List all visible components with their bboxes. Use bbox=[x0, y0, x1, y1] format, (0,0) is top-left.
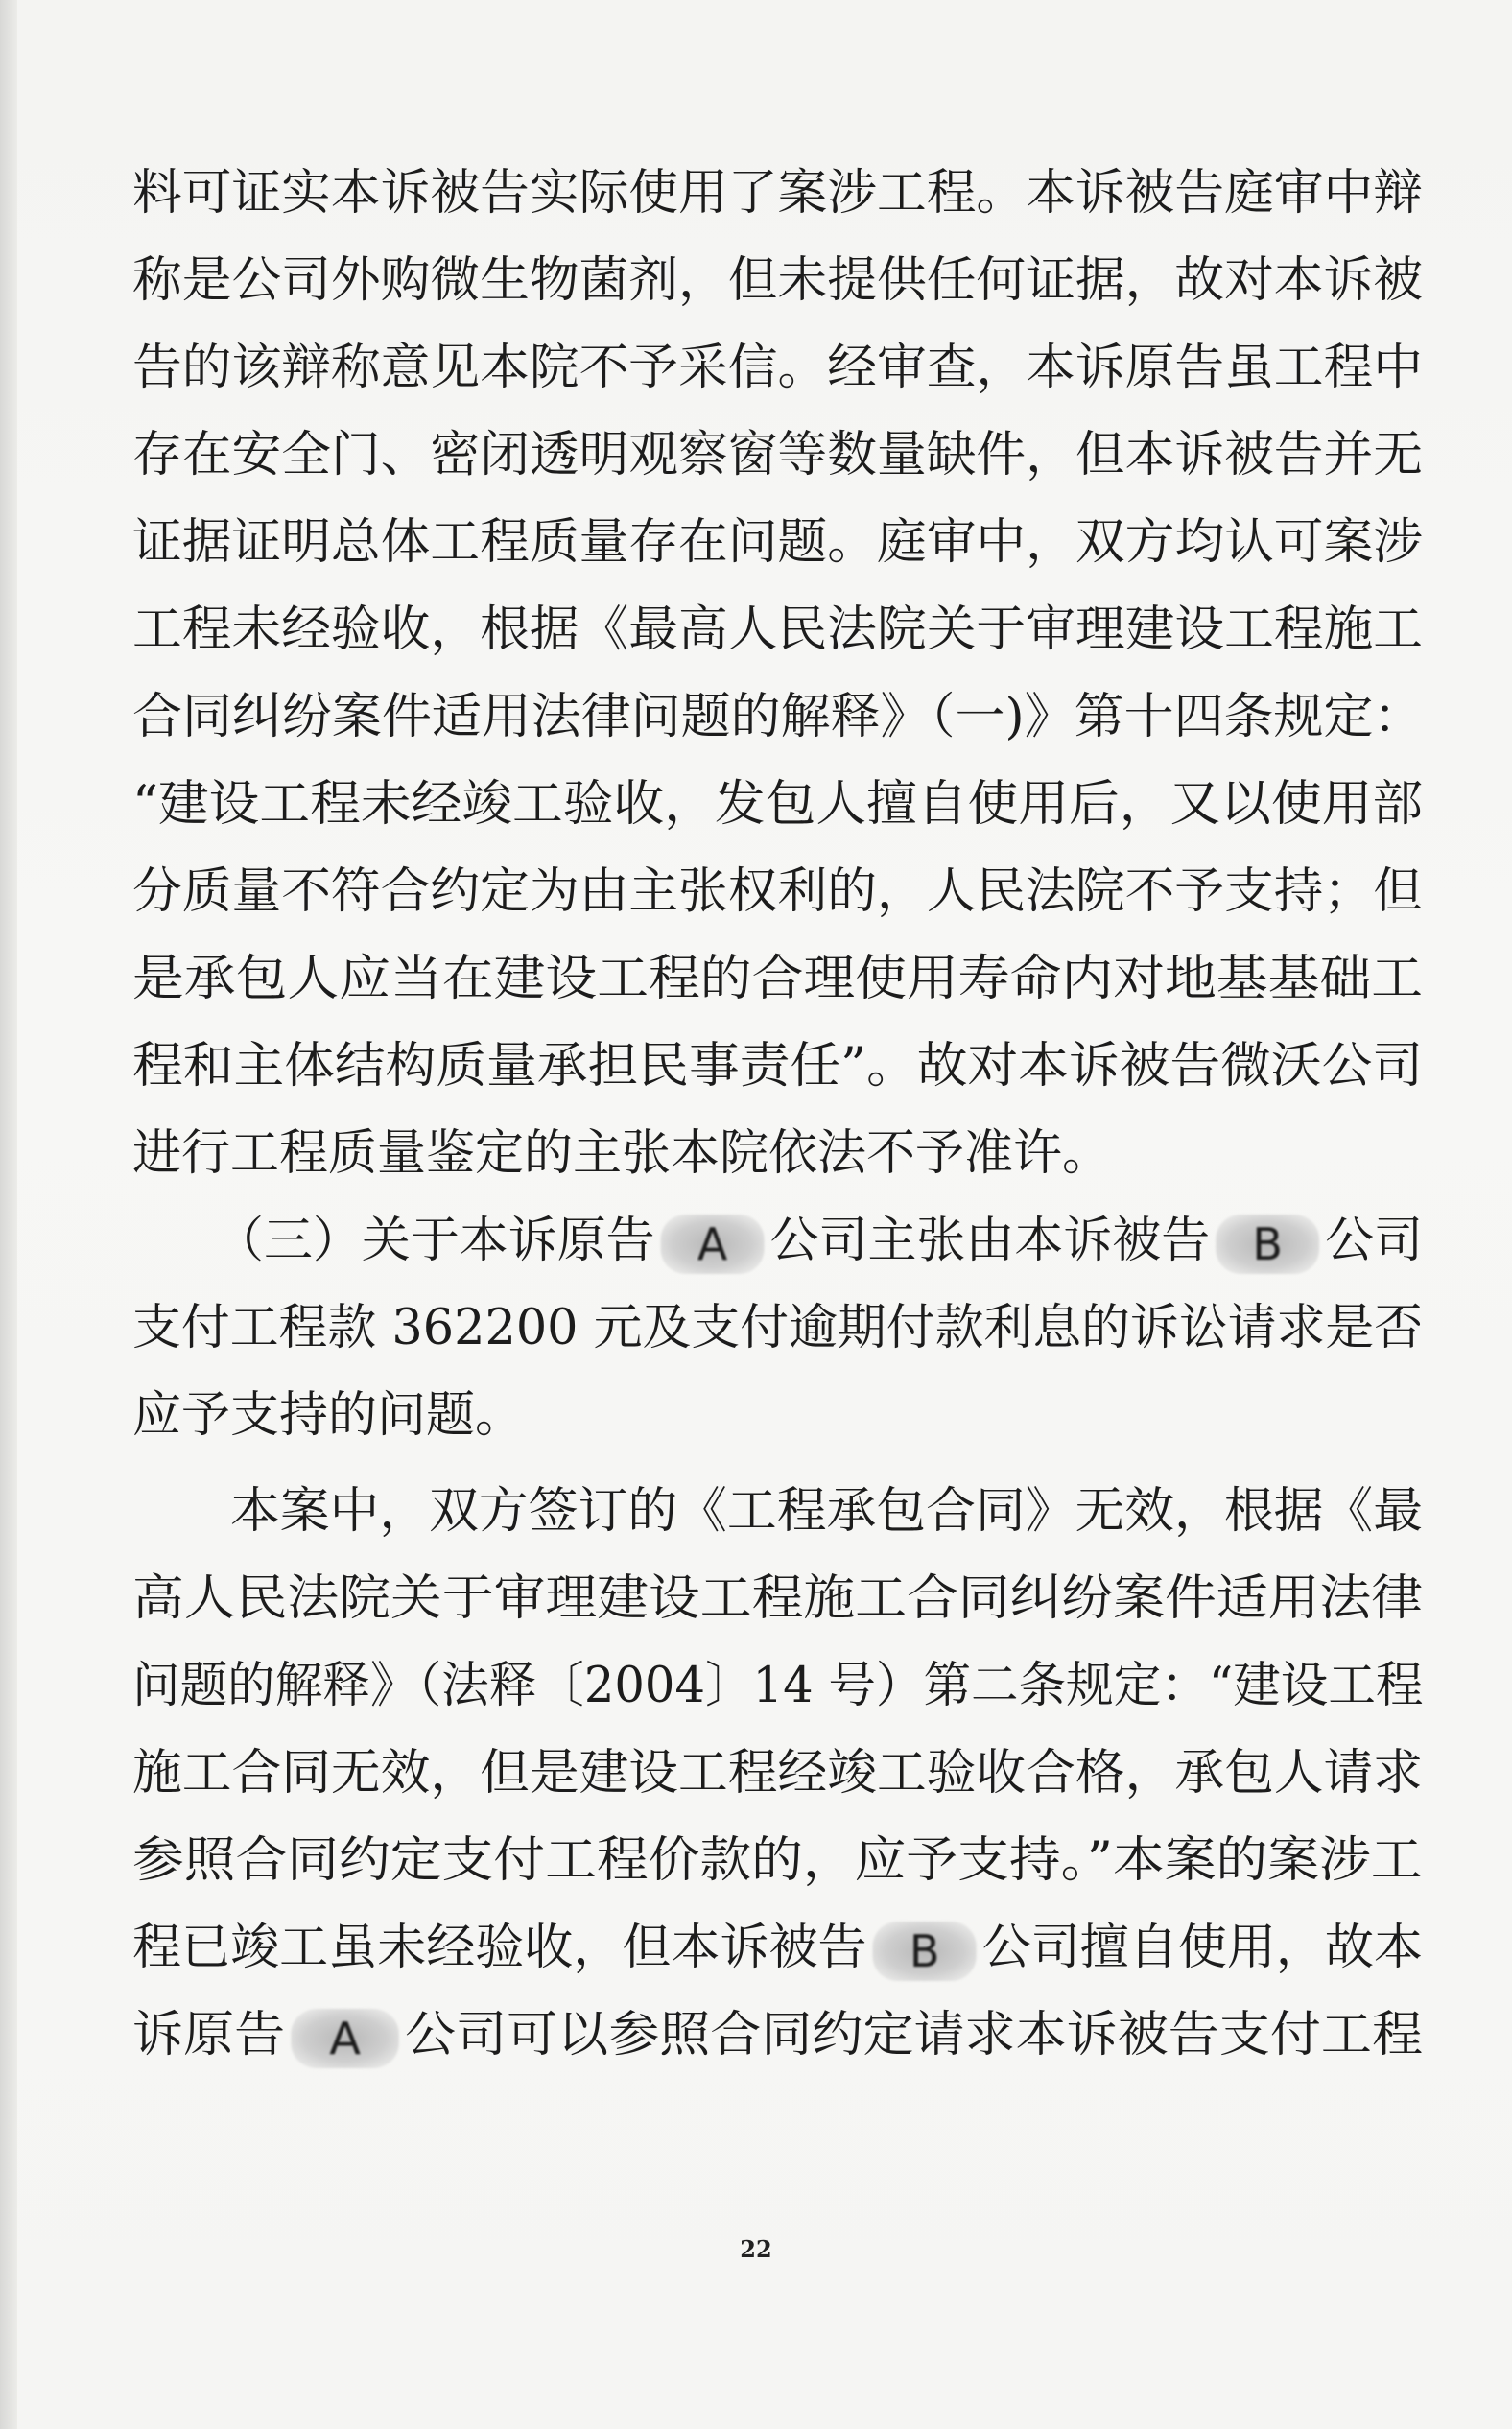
section-heading-text bbox=[215, 1199, 1423, 1284]
text-line bbox=[132, 850, 1423, 934]
text-line bbox=[132, 1906, 1423, 1991]
text-line bbox=[132, 1025, 1423, 1109]
text-line bbox=[132, 1644, 1423, 1729]
line-text bbox=[132, 1906, 1423, 1991]
line18-part1: 程已竣工虽未经验收，但本诉被告 bbox=[132, 1920, 867, 1976]
redacted-label-a: A bbox=[329, 2013, 361, 2064]
line-text: 证据证明总体工程质量存在问题。庭审中，双方均认可案涉 bbox=[132, 514, 1423, 571]
line-text: 是承包人应当在建设工程的合理使用寿命内对地基基础工 bbox=[132, 951, 1423, 1007]
text-line bbox=[132, 763, 1423, 847]
text-line bbox=[132, 152, 1423, 236]
line19-part2: 公司可以参照合同约定请求本诉被告支付工程 bbox=[404, 2007, 1423, 2063]
redacted-party-a bbox=[661, 1214, 765, 1274]
redacted-label-b: B bbox=[1252, 1218, 1283, 1270]
line-text: 合同纠纷案件适用法律问题的解释》（一)》第十四条规定： bbox=[132, 689, 1423, 745]
section-heading-part2: 公司主张由本诉被告 bbox=[769, 1213, 1211, 1269]
text-line bbox=[132, 675, 1423, 760]
text-line bbox=[132, 588, 1423, 672]
line-text: 参照合同约定支付工程价款的，应予支持。”本案的案涉工 bbox=[132, 1832, 1423, 1889]
line-text: 支付工程款 362200 元及支付逾期付款利息的诉讼请求是否 bbox=[132, 1300, 1423, 1356]
redacted-label-a: A bbox=[697, 1218, 728, 1270]
text-line bbox=[132, 1374, 1423, 1458]
line-text: 料可证实本诉被告实际使用了案涉工程。本诉被告庭审中辩 bbox=[132, 165, 1423, 222]
redacted-party-b bbox=[1216, 1214, 1319, 1274]
text-line bbox=[132, 937, 1423, 1022]
page-edge-shadow bbox=[0, 0, 17, 2429]
line-text: “建设工程未经竣工验收，发包人擅自使用后，又以使用部 bbox=[132, 776, 1423, 833]
line-text: 称是公司外购微生物菌剂，但未提供任何证据，故对本诉被 bbox=[132, 252, 1423, 309]
text-line bbox=[132, 1286, 1423, 1371]
line-text: 应予支持的问题。 bbox=[132, 1387, 525, 1444]
section-heading-line bbox=[215, 1199, 1423, 1284]
line-text: 告的该辩称意见本院不予采信。经审查，本诉原告虽工程中 bbox=[132, 340, 1423, 396]
line-text: 问题的解释》（法释〔2004〕14 号）第二条规定：“建设工程 bbox=[132, 1658, 1423, 1714]
section-heading-part3: 公司 bbox=[1325, 1213, 1423, 1269]
text-line bbox=[132, 1993, 1423, 2078]
redacted-label-b: B bbox=[909, 1925, 940, 1977]
text-line bbox=[132, 1732, 1423, 1816]
line-text: 工程未经验收，根据《最高人民法院关于审理建设工程施工 bbox=[132, 601, 1423, 658]
redacted-party-b bbox=[873, 1922, 977, 1981]
text-line bbox=[132, 326, 1423, 411]
text-line bbox=[132, 239, 1423, 323]
line-text: 分质量不符合约定为由主张权利的，人民法院不予支持；但 bbox=[132, 863, 1423, 920]
redacted-party-a bbox=[291, 2009, 398, 2068]
line-text: 程和主体结构质量承担民事责任”。故对本诉被告微沃公司 bbox=[132, 1038, 1423, 1095]
text-line bbox=[132, 1112, 1423, 1196]
page-number: 22 bbox=[740, 2235, 772, 2263]
line19-part1: 诉原告 bbox=[132, 2007, 286, 2063]
line18-part2: 公司擅自使用，故本 bbox=[981, 1920, 1423, 1976]
text-line bbox=[132, 1819, 1423, 1903]
line-text bbox=[132, 1993, 1423, 2078]
section-heading-part1: （三）关于本诉原告 bbox=[215, 1213, 655, 1269]
line-text: 施工合同无效，但是建设工程经竣工验收合格，承包人请求 bbox=[132, 1745, 1423, 1802]
line-text: 进行工程质量鉴定的主张本院依法不予准许。 bbox=[132, 1125, 1112, 1182]
text-line bbox=[132, 1557, 1423, 1641]
line-text: 本案中，双方签订的《工程承包合同》无效，根据《最 bbox=[230, 1483, 1423, 1540]
line-text: 高人民法院关于审理建设工程施工合同纠纷案件适用法律 bbox=[132, 1570, 1423, 1627]
line-text: 存在安全门、密闭透明观察窗等数量缺件，但本诉被告并无 bbox=[132, 427, 1423, 483]
paragraph-first-line bbox=[230, 1470, 1423, 1554]
text-line bbox=[132, 413, 1423, 498]
text-line bbox=[132, 501, 1423, 585]
